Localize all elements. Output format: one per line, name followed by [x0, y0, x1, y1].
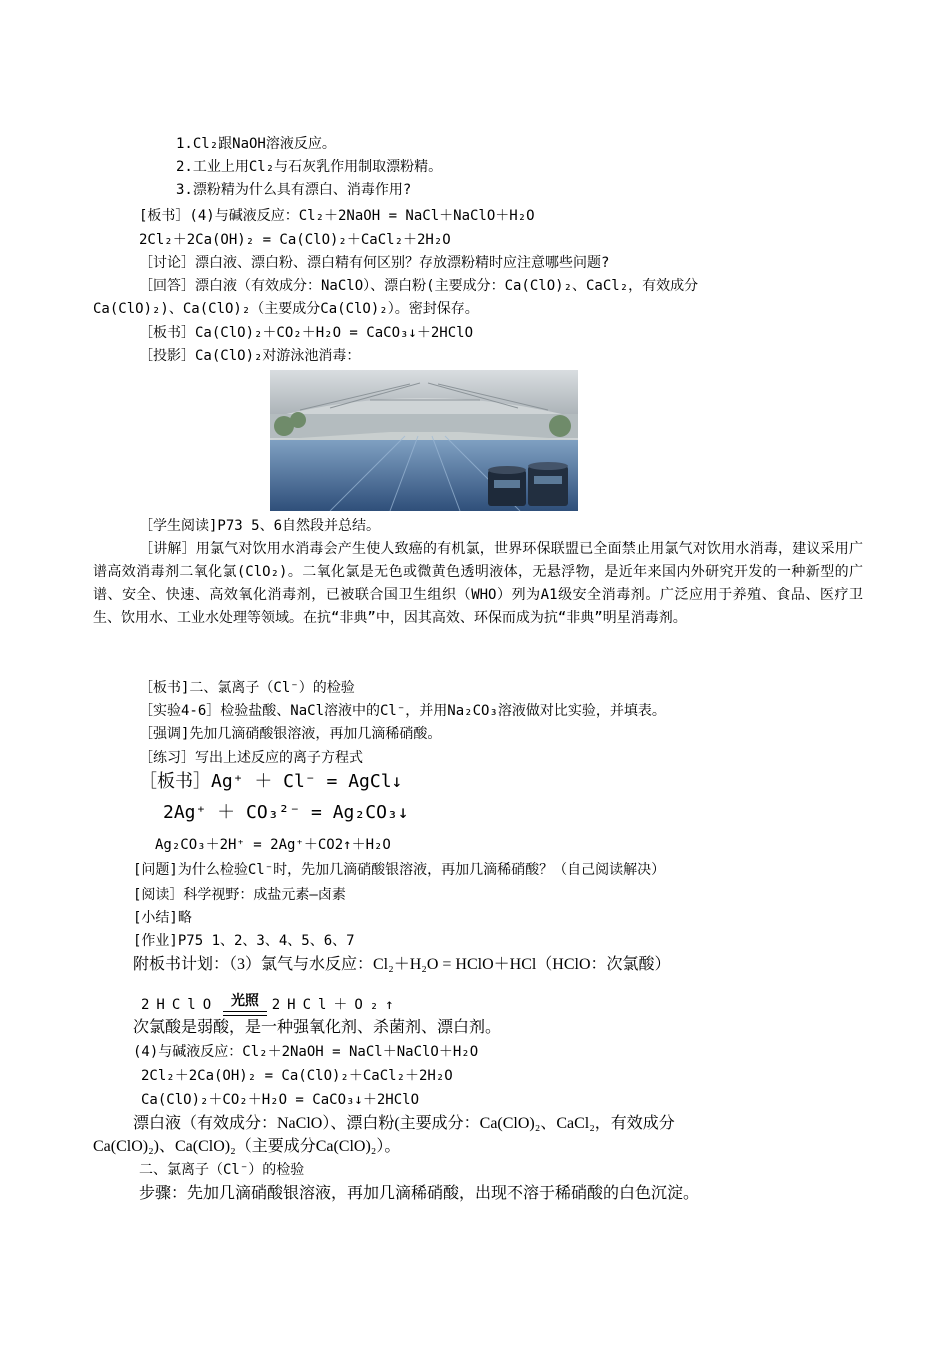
board-line-2: 2Cl₂＋2Ca(OH)₂ = Ca(ClO)₂＋CaCl₂＋2H₂O [139, 232, 451, 248]
question-2: 2.工业上用Cl₂与石灰乳作用制取漂粉精。 [176, 159, 443, 175]
hclo-line: 次氯酸是弱酸，是一种强氧化剂、杀菌剂、漂白剂。 [133, 1019, 502, 1036]
decomp-left: 2HClO [141, 997, 219, 1013]
reading-line: [阅读］科学视野：成盐元素—卤素 [133, 887, 346, 903]
plan-line-4: (4)与碱液反应：Cl₂＋2NaOH = NaCl＋NaClO＋H₂O [133, 1044, 479, 1060]
emphasis-line: ［强调]先加几滴硝酸银溶液，再加几滴稀硝酸。 [139, 726, 442, 742]
summary-line: [小结]略 [133, 910, 192, 926]
projection-line: ［投影］Ca(ClO)₂对游泳池消毒： [139, 348, 361, 364]
homework-line: [作业]P75 1、2、3、4、5、6、7 [133, 933, 355, 949]
student-reading-line: ［学生阅读]P73 5、6自然段并总结。 [139, 518, 381, 534]
board-line-3: ［板书］Ca(ClO)₂＋CO₂＋H₂O = CaCO₃↓＋2HClO [139, 325, 474, 341]
equals-arrow [223, 993, 267, 1016]
plan-line-7a: 漂白液（有效成分：NaClO）、漂白粉(主要成分：Ca(ClO)₂、CaCl₂，有效成分 [133, 1115, 675, 1132]
plan-line-9: 步骤：先加几滴硝酸银溶液，再加几滴稀硝酸，出现不溶于稀硝酸的白色沉淀。 [139, 1185, 700, 1202]
practice-line: ［练习］写出上述反应的离子方程式 [139, 750, 363, 766]
board-line-4: ［板书]二、氯离子（Cl⁻）的检验 [139, 680, 355, 696]
question-1: 1.Cl₂跟NaOH溶液反应。 [176, 136, 336, 152]
board-prefix: ［板书］ [139, 771, 211, 792]
experiment-line: ［实验4-6］检验盐酸、NaCl溶液中的Cl⁻，并用Na₂CO₃溶液做对比实验，并填表。 [139, 703, 666, 719]
question-line: [问题]为什么检验Cl⁻时，先加几滴硝酸银溶液，再加几滴稀硝酸？（自己阅读解决） [133, 862, 666, 878]
board-equation-3: Ag₂CO₃＋2H⁺ = 2Ag⁺＋CO2↑＋H₂O [155, 837, 391, 853]
lecture-paragraph: ［讲解］用氯气对饮用水消毒会产生使人致癌的有机氯，世界环保联盟已全面禁止用氯气对饮用水消毒，建议采用广谱高效消毒剂二氧化氯(ClO₂)。二氧化氯是无色或微黄色透明液体，无悬浮物，是近年来国内外研究开发的一种新型的广谱、安全、快速、高效氧化消毒剂，已被联合国卫生组织（WHO）列为A1级安全消毒剂。广泛应用于养殖、食品、医疗卫生、饮用水、工业水处理等领域。在抗“非典”中，因其高效、环保而成为抗“非典”明星消毒剂。 [93, 541, 863, 626]
answer-line-1: ［回答］漂白液（有效成分：NaClO）、漂白粉(主要成分：Ca(ClO)₂、CaCl₂，有效成分 [139, 278, 699, 294]
swimming-pool-photo [270, 370, 578, 511]
condition-label: 光照 [230, 993, 259, 1009]
plan-line-8: 二、氯离子（Cl⁻）的检验 [139, 1162, 305, 1178]
discussion-line: ［讨论］漂白液、漂白粉、漂白精有何区别？存放漂粉精时应注意哪些问题? [139, 255, 610, 271]
answer-line-2: Ca(ClO)₂)、Ca(ClO)₂（主要成分Ca(ClO)₂）。密封保存。 [93, 301, 479, 317]
board-line-1: [板书］(4)与碱液反应：Cl₂＋2NaOH = NaCl＋NaClO＋H₂O [139, 208, 535, 224]
plan-line-6: Ca(ClO)₂＋CO₂＋H₂O = CaCO₃↓＋2HClO [141, 1092, 420, 1108]
board-equation-1 [139, 771, 402, 793]
board-equation-2: 2Ag⁺ ＋ CO₃²⁻ = Ag₂CO₃↓ [163, 802, 409, 823]
equation-agcl: Ag⁺ ＋ Cl⁻ = AgCl↓ [211, 771, 403, 792]
decomp-right: 2HCl＋O₂↑ [271, 997, 401, 1013]
plan-line: 附板书计划：（3）氯气与水反应：Cl₂＋H₂O = HClO＋HCl（HClO：次氯酸） [133, 956, 671, 973]
question-3: 3.漂粉精为什么具有漂白、消毒作用? [176, 182, 412, 198]
decomposition-equation [141, 993, 401, 1019]
plan-line-7b: Ca(ClO)₂)、Ca(ClO)₂（主要成分Ca(ClO)₂）。 [93, 1138, 401, 1155]
plan-line-5: 2Cl₂＋2Ca(OH)₂ = Ca(ClO)₂＋CaCl₂＋2H₂O [141, 1068, 453, 1084]
